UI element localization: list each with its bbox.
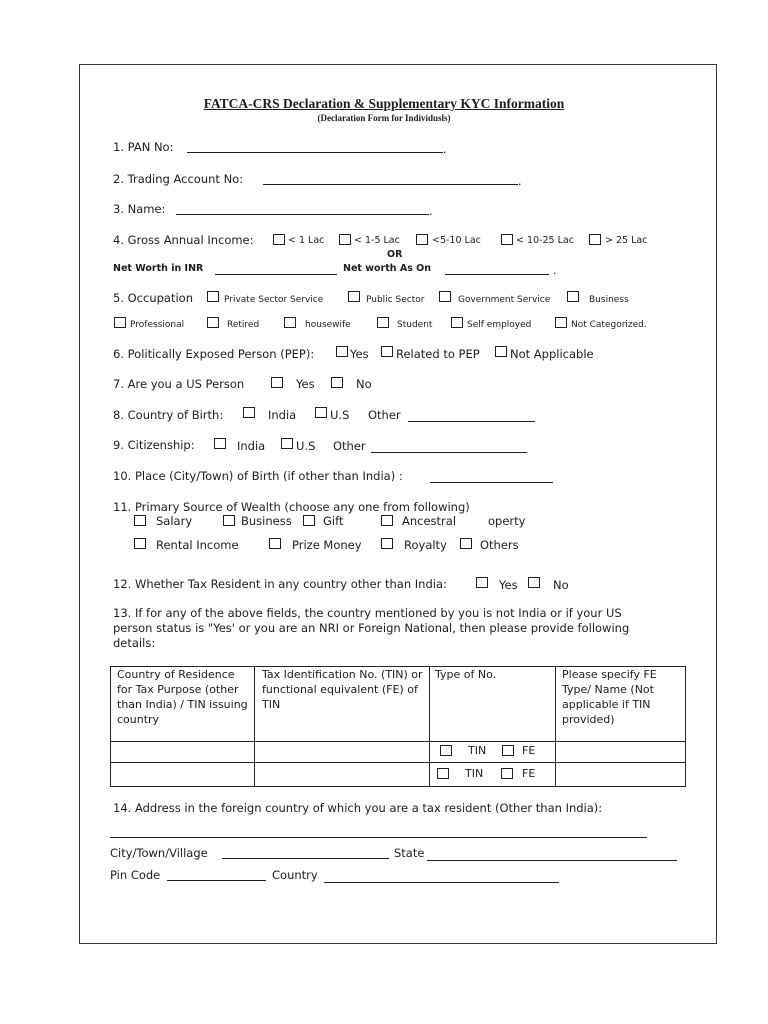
occupation-option-label: Public Sector xyxy=(366,295,425,305)
wealth-option-label: operty xyxy=(488,514,526,528)
pep-yes-checkbox[interactable] xyxy=(336,346,348,357)
occupation-option-label: Student xyxy=(397,320,433,330)
trading-account-input[interactable] xyxy=(263,184,518,185)
wealth-option-label: Business xyxy=(241,514,292,528)
net-worth-end: . xyxy=(553,263,557,277)
birth-other-label: Other xyxy=(368,408,401,422)
occ-professional-checkbox[interactable] xyxy=(114,317,126,328)
pep-option-label: Yes xyxy=(350,347,369,361)
pin-code-label: Pin Code xyxy=(110,868,161,882)
occ-housewife-checkbox[interactable] xyxy=(284,317,296,328)
wealth-option-label: Rental Income xyxy=(156,538,239,552)
citizenship-other-input[interactable] xyxy=(371,452,527,453)
tax-resident-option-label: Yes xyxy=(499,578,518,592)
state-input[interactable] xyxy=(427,860,677,861)
net-worth-input[interactable] xyxy=(215,274,337,275)
net-worth-on-label: Net worth As On xyxy=(343,263,431,274)
pep-label: 6. Politically Exposed Person (PEP): xyxy=(113,347,315,361)
table-header-fe-type: Please specify FE Type/ Name (Not applicable if TIN provided) xyxy=(562,668,657,726)
tax-resident-option-label: No xyxy=(553,578,569,592)
type-option-label: FE xyxy=(522,767,536,780)
q13-line3: details: xyxy=(113,636,156,650)
occupation-option-label: Professional xyxy=(130,320,185,330)
gross-income-label: 4. Gross Annual Income: xyxy=(113,233,254,247)
city-input[interactable] xyxy=(222,858,389,859)
income-option-label: < 1 Lac xyxy=(288,235,325,246)
citizenship-label: 9. Citizenship: xyxy=(113,438,195,452)
pan-label: 1. PAN No: xyxy=(113,140,174,154)
birth-other-input[interactable] xyxy=(408,421,535,422)
q13-line1: 13. If for any of the above fields, the country mentioned by you is not India or if your US xyxy=(113,606,622,620)
row2-fe-checkbox[interactable] xyxy=(501,768,513,779)
table-cell-fe-type-1[interactable] xyxy=(556,742,685,761)
row1-tin-checkbox[interactable] xyxy=(440,745,452,756)
pan-input[interactable] xyxy=(187,152,443,153)
occupation-option-label: Private Sector Service xyxy=(224,295,324,305)
wealth-prize-checkbox[interactable] xyxy=(269,538,281,549)
net-worth-label: Net Worth in INR xyxy=(113,263,204,274)
occ-private-checkbox[interactable] xyxy=(207,291,219,302)
occupation-option-label: Government Service xyxy=(458,295,551,305)
occ-government-checkbox[interactable] xyxy=(439,291,451,302)
wealth-option-label: Others xyxy=(480,538,519,552)
country-label: Country xyxy=(272,868,318,882)
pan-end: . xyxy=(443,142,447,156)
tax-resident-no-checkbox[interactable] xyxy=(528,577,540,588)
occupation-option-label: Self employed xyxy=(467,320,532,330)
income-option-label: > 25 Lac xyxy=(605,235,648,246)
wealth-option-label: Salary xyxy=(156,514,193,528)
foreign-address-label: 14. Address in the foreign country of which you are a tax resident (Other than India): xyxy=(113,801,603,815)
wealth-salary-checkbox[interactable] xyxy=(134,515,146,526)
type-option-label: FE xyxy=(522,744,536,757)
income-lt1-checkbox[interactable] xyxy=(273,234,285,245)
table-header-country: Country of Residence for Tax Purpose (other than India) / TIN issuing country xyxy=(117,668,248,726)
birth-us-checkbox[interactable] xyxy=(315,407,327,418)
table-cell-country-1[interactable] xyxy=(112,742,253,761)
citizenship-other-label: Other xyxy=(333,439,366,453)
wealth-rental-checkbox[interactable] xyxy=(134,538,146,549)
occupation-option-label: Retired xyxy=(227,320,260,330)
place-of-birth-label: 10. Place (City/Town) of Birth (if other than India) : xyxy=(113,469,403,483)
table-divider xyxy=(429,667,430,786)
income-option-label: < 10-25 Lac xyxy=(516,235,574,246)
wealth-option-label: Ancestral xyxy=(402,514,457,528)
birth-option-label: India xyxy=(268,408,297,422)
wealth-business-checkbox[interactable] xyxy=(223,515,235,526)
birth-india-checkbox[interactable] xyxy=(243,407,255,418)
occ-retired-checkbox[interactable] xyxy=(207,317,219,328)
birth-option-label: U.S xyxy=(330,408,350,422)
income-1-5-checkbox[interactable] xyxy=(339,234,351,245)
net-worth-date-input[interactable] xyxy=(445,274,549,275)
occ-not-categorized-checkbox[interactable] xyxy=(555,317,567,328)
row2-tin-checkbox[interactable] xyxy=(437,768,449,779)
wealth-option-label: Gift xyxy=(323,514,344,528)
state-label: State xyxy=(394,846,425,860)
occupation-option-label: Not Categorized. xyxy=(571,320,647,330)
income-gt25-checkbox[interactable] xyxy=(589,234,601,245)
wealth-gift-checkbox[interactable] xyxy=(303,515,315,526)
pep-option-label: Related to PEP xyxy=(396,347,480,361)
table-cell-country-2[interactable] xyxy=(112,763,253,786)
citizenship-option-label: U.S xyxy=(296,439,316,453)
wealth-option-label: Prize Money xyxy=(292,538,362,552)
table-cell-tin-1[interactable] xyxy=(255,742,428,761)
citizenship-us-checkbox[interactable] xyxy=(281,438,293,449)
form-subtitle: (Declaration Form for Individusls) xyxy=(317,113,451,123)
tax-resident-label: 12. Whether Tax Resident in any country other than India: xyxy=(113,577,447,591)
table-cell-tin-2[interactable] xyxy=(255,763,428,786)
occ-student-checkbox[interactable] xyxy=(377,317,389,328)
pep-option-label: Not Applicable xyxy=(510,347,594,361)
trading-account-label: 2. Trading Account No: xyxy=(113,172,244,186)
name-label: 3. Name: xyxy=(113,202,166,216)
row1-fe-checkbox[interactable] xyxy=(502,745,514,756)
q13-line2: person status is "Yes' or you are an NRI or Foreign National, then please provide following xyxy=(113,621,630,635)
occupation-option-label: Business xyxy=(589,295,629,305)
type-option-label: TIN xyxy=(465,767,484,780)
type-option-label: TIN xyxy=(468,744,487,757)
pep-related-checkbox[interactable] xyxy=(381,346,393,357)
occupation-option-label: housewife xyxy=(305,320,351,330)
source-of-wealth-label: 11. Primary Source of Wealth (choose any one from following) xyxy=(113,500,470,514)
tax-resident-yes-checkbox[interactable] xyxy=(476,577,488,588)
or-label: OR xyxy=(387,249,403,260)
occupation-label: 5. Occupation xyxy=(113,291,193,305)
trading-account-end: . xyxy=(518,174,522,188)
us-person-no-checkbox[interactable] xyxy=(331,377,343,388)
city-label: City/Town/Village xyxy=(110,846,208,860)
wealth-option-label: Royalty xyxy=(404,538,447,552)
income-10-25-checkbox[interactable] xyxy=(501,234,513,245)
foreign-address-input[interactable] xyxy=(110,837,647,838)
pep-not-applicable-checkbox[interactable] xyxy=(495,346,507,357)
table-header-tin: Tax Identification No. (TIN) or functional equivalent (FE) of TIN xyxy=(262,668,423,711)
name-end: . xyxy=(429,204,433,218)
us-person-yes-checkbox[interactable] xyxy=(271,377,283,388)
us-person-option-label: Yes xyxy=(296,377,315,391)
wealth-royalty-checkbox[interactable] xyxy=(381,538,393,549)
tax-residency-table xyxy=(110,666,686,787)
us-person-option-label: No xyxy=(356,377,372,391)
us-person-label: 7. Are you a US Person xyxy=(113,377,245,391)
occ-public-checkbox[interactable] xyxy=(348,291,360,302)
income-5-10-checkbox[interactable] xyxy=(416,234,428,245)
place-of-birth-input[interactable] xyxy=(430,482,553,483)
occ-business-checkbox[interactable] xyxy=(567,291,579,302)
country-input[interactable] xyxy=(324,882,559,883)
country-of-birth-label: 8. Country of Birth: xyxy=(113,408,224,422)
occ-self-employed-checkbox[interactable] xyxy=(451,317,463,328)
form-title: FATCA-CRS Declaration & Supplementary KYC Information xyxy=(203,96,565,111)
pin-code-input[interactable] xyxy=(167,880,266,881)
income-option-label: < 1-5 Lac xyxy=(354,235,400,246)
wealth-ancestral-checkbox[interactable] xyxy=(381,515,393,526)
table-cell-fe-type-2[interactable] xyxy=(556,763,685,786)
citizenship-india-checkbox[interactable] xyxy=(214,438,226,449)
name-input[interactable] xyxy=(176,214,429,215)
citizenship-option-label: India xyxy=(237,439,266,453)
table-header-type: Type of No. xyxy=(435,668,497,681)
income-option-label: <5-10 Lac xyxy=(432,235,481,246)
wealth-others-checkbox[interactable] xyxy=(460,538,472,549)
